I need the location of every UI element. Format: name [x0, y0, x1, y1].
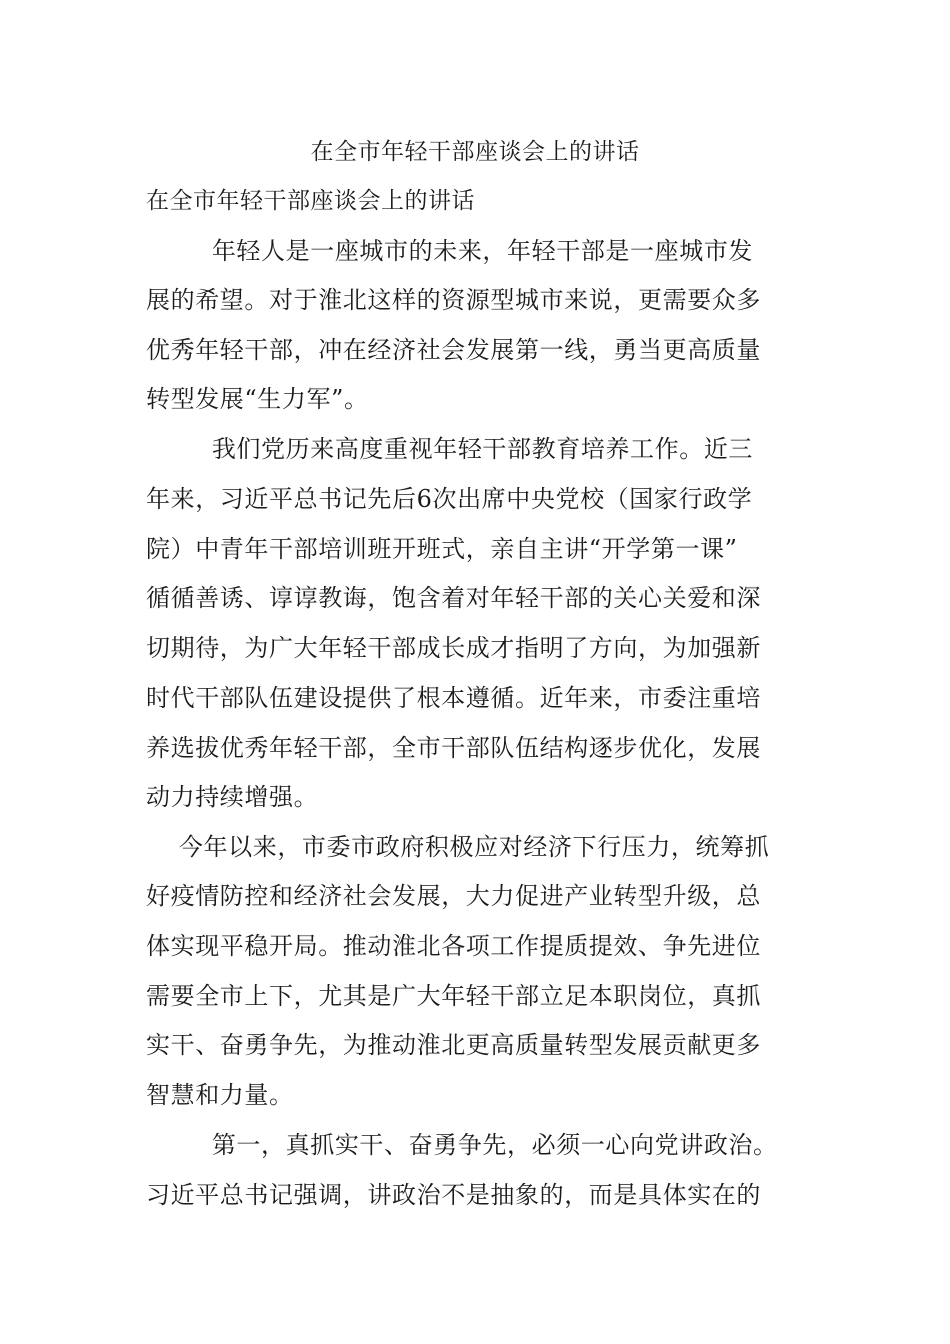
- document-subtitle: 在全市年轻干部座谈会上的讲话: [146, 188, 475, 214]
- body-line: 年来，习近平总书记先后6次出席中央党校（国家行政学: [146, 485, 753, 513]
- body-line: 今年以来，市委市政府积极应对经济下行压力，统筹抓: [146, 833, 770, 861]
- body-line: 展的希望。对于淮北这样的资源型城市来说，更需要众多: [146, 286, 761, 314]
- body-line: 第一，真抓实干、奋勇争先，必须一心向党讲政治。: [146, 1131, 778, 1159]
- document-title: 在全市年轻干部座谈会上的讲话: [310, 139, 640, 165]
- body-line: 年轻人是一座城市的未来，年轻干部是一座城市发: [146, 237, 754, 265]
- body-line: 动力持续增强。: [146, 783, 319, 811]
- body-line: 循循善诱、谆谆教诲，饱含着对年轻干部的关心关爱和深: [146, 584, 761, 612]
- body-line: 好疫情防控和经济社会发展，大力促进产业转型升级，总: [146, 882, 761, 910]
- body-line: 时代干部队伍建设提供了根本遵循。近年来，市委注重培: [146, 684, 761, 712]
- body-line: 需要全市上下，尤其是广大年轻干部立足本职岗位，真抓: [146, 982, 761, 1010]
- body-line: 养选拔优秀年轻干部，全市干部队伍结构逐步优化，发展: [146, 734, 761, 762]
- body-line: 体实现平稳开局。推动淮北各项工作提质提效、争先进位: [146, 932, 761, 960]
- body-line: 习近平总书记强调，讲政治不是抽象的，而是具体实在的: [146, 1181, 761, 1209]
- body-line: 切期待，为广大年轻干部成长成才指明了方向，为加强新: [146, 634, 761, 662]
- body-line: 实干、奋勇争先，为推动淮北更高质量转型发展贡献更多: [146, 1031, 761, 1059]
- body-line: 转型发展“生力军”。: [146, 385, 369, 413]
- body-line: 院）中青年干部培训班开班式，亲自主讲“开学第一课”: [146, 535, 738, 563]
- body-line: 优秀年轻干部，冲在经济社会发展第一线，勇当更高质量: [146, 336, 761, 364]
- body-line: 我们党历来高度重视年轻干部教育培养工作。近三: [146, 435, 754, 463]
- body-line: 智慧和力量。: [146, 1081, 294, 1109]
